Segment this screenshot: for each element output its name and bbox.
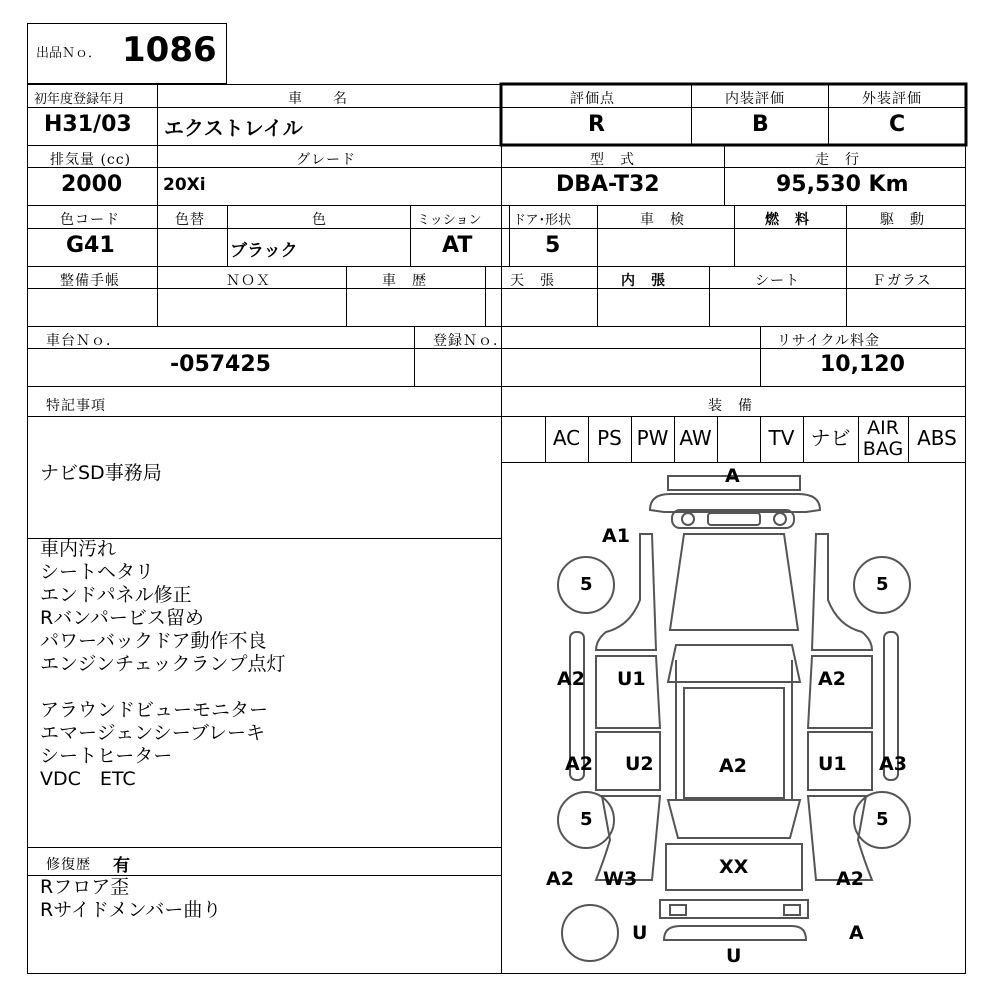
damage-front-left-fender: A2 — [557, 668, 585, 690]
spare-tire — [562, 905, 618, 961]
recycle-header: リサイクル料金 — [777, 333, 881, 349]
repair-line: Rサイドメンバー曲り — [40, 899, 222, 921]
nox-header: ＮＯＸ — [226, 273, 271, 289]
notes-header: 特記事項 — [46, 398, 106, 414]
door-header: ドア･形状 — [513, 213, 572, 228]
first-reg-header: 初年度登録年月 — [34, 92, 126, 107]
fglass-header: Ｆガラス — [872, 273, 932, 289]
displacement-value: 2000 — [61, 172, 123, 197]
damage-front-right-fender: A2 — [818, 668, 846, 690]
score-value: R — [588, 112, 605, 137]
windshield — [668, 645, 800, 682]
right-front-door — [808, 656, 872, 728]
exterior-score-header: 外装評価 — [862, 91, 922, 107]
score-header: 評価点 — [570, 91, 615, 107]
first-reg-value: H31/03 — [44, 112, 132, 137]
equipment-ps: PS — [597, 426, 622, 450]
seat-header: シート — [755, 273, 800, 289]
color-header: 色 — [312, 212, 327, 228]
equipment-aw: AW — [679, 426, 712, 450]
note-line: アラウンドビューモニター — [40, 699, 269, 721]
left-fender — [596, 534, 656, 650]
damage-front-left-door: U1 — [617, 668, 646, 690]
interior-score-value: B — [752, 112, 769, 137]
roof-panel — [684, 688, 784, 798]
interior-header: 内 張 — [621, 273, 666, 289]
left-front-door — [596, 656, 660, 728]
lot-number: 1086 — [122, 30, 217, 70]
note-line: エマージェンシーブレーキ — [40, 722, 266, 744]
lot-label: 出品Ｎｏ． — [36, 46, 102, 61]
history-header: 車 歴 — [382, 273, 427, 289]
repair-history-header: 修復歴 — [46, 857, 91, 873]
model-header: 型 式 — [590, 152, 635, 168]
note-line: エンジンチェックランプ点灯 — [40, 653, 286, 675]
car-name-header: 車 名 — [288, 91, 348, 107]
note-line: シートヘタリ — [40, 561, 155, 583]
note-line: 車内汚れ — [40, 538, 117, 560]
damage-rear-left-door: U2 — [625, 753, 654, 775]
equipment-navi: ナビ — [810, 426, 851, 450]
equipment-ac: AC — [552, 426, 581, 450]
note-line: パワーバックドア動作不良 — [40, 630, 267, 652]
grade-value: 20Xi — [163, 175, 206, 195]
rear-glass — [668, 800, 800, 838]
tire-score-front-right: 5 — [876, 574, 889, 595]
model-value: DBA-T32 — [556, 172, 660, 197]
rear-bumper-outline — [664, 926, 806, 940]
note-line: VDC ETC — [40, 768, 136, 790]
exterior-score-value: C — [889, 112, 906, 137]
tire-score-rear-right: 5 — [876, 809, 889, 830]
color-code-value: G41 — [66, 233, 115, 258]
damage-rear-bumper-left: U — [632, 922, 648, 944]
note-line: Rバンパービス留め — [40, 607, 204, 629]
note-line: エンドパネル修正 — [40, 584, 192, 606]
tire-score-rear-left: 5 — [580, 809, 593, 830]
mileage-value: 95,530 Km — [776, 172, 909, 197]
displacement-header: 排気量 (cc) — [50, 152, 132, 168]
hood — [670, 534, 798, 630]
color-value: ブラック — [230, 241, 298, 261]
mileage-header: 走 行 — [815, 152, 860, 168]
reg-no-header: 登録Ｎｏ． — [433, 333, 508, 349]
note-line: シートヒーター — [40, 745, 173, 767]
interior-score-header: 内装評価 — [725, 91, 785, 107]
maintenance-header: 整備手帳 — [60, 273, 120, 289]
chassis-no-value: -057425 — [170, 352, 271, 377]
damage-rear-left-corner: A2 — [546, 868, 574, 890]
damage-rear-left-panel: W3 — [603, 868, 638, 890]
drive-header: 駆 動 — [880, 212, 925, 228]
color-change-header: 色替 — [175, 212, 205, 228]
recycle-value: 10,120 — [820, 352, 905, 377]
grade-header: グレード — [296, 152, 356, 168]
damage-rear-right-door: U1 — [818, 753, 847, 775]
repair-line: Rフロア歪 — [40, 876, 130, 898]
door-value: 5 — [545, 233, 561, 258]
damage-rear-right-corner: A2 — [836, 868, 864, 890]
tire-score-front-left: 5 — [580, 574, 593, 595]
damage-front-bumper: A — [725, 465, 740, 487]
sunroof-header: 天 張 — [510, 273, 555, 289]
damage-rear-bumper-right: A — [849, 922, 864, 944]
chassis-no-header: 車台Ｎｏ． — [46, 333, 121, 349]
inspection-header: 車 検 — [640, 212, 685, 228]
damage-roof: A2 — [719, 755, 747, 777]
fuel-header: 燃 料 — [765, 212, 810, 228]
equipment-abs: ABS — [917, 426, 957, 450]
damage-hood: A1 — [602, 525, 630, 547]
damage-rear-bumper: U — [726, 945, 742, 967]
mission-header: ミッション — [417, 213, 482, 228]
damage-back-door: XX — [719, 856, 749, 878]
car-name-value: エクストレイル — [164, 116, 303, 140]
color-code-header: 色コード — [60, 212, 120, 228]
equipment-header: 装 備 — [708, 398, 753, 414]
notes-top: ナビSD事務局 — [40, 462, 162, 484]
equipment-tv: TV — [768, 426, 795, 450]
damage-rear-right-quarter: A3 — [879, 753, 907, 775]
right-fender — [812, 534, 872, 650]
equipment-pw: PW — [636, 426, 669, 450]
damage-rear-left-quarter: A2 — [565, 753, 593, 775]
mission-value: AT — [442, 233, 473, 258]
equipment-airbag: AIR BAG — [862, 417, 904, 460]
repair-history-value: 有 — [113, 856, 130, 876]
